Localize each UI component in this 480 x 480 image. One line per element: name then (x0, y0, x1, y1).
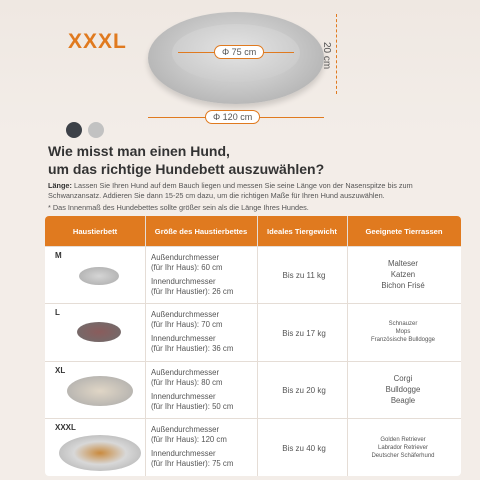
measure-heading (48, 142, 468, 178)
table-row (45, 303, 461, 361)
header-bed: Haustierbett (72, 226, 118, 236)
outer-label: Außendurchmesser (151, 425, 220, 434)
bed-thumbnail-l (77, 322, 121, 342)
size-table (45, 216, 461, 476)
row-weight: Bis zu 20 kg (282, 386, 326, 395)
outer-label: Außendurchmesser (151, 310, 220, 319)
bed-thumbnail-xl (67, 376, 133, 406)
row-size-label: L (55, 308, 60, 317)
height-line (336, 14, 337, 94)
column-divider (145, 216, 146, 476)
heading-line-2: um das richtige Hundebett auszuwählen? (48, 161, 325, 177)
row-size-label: XL (55, 366, 66, 375)
table-row (45, 418, 461, 476)
breed-item: Golden Retriever (380, 437, 426, 443)
size-title: XXXL (68, 30, 127, 53)
row-breeds (345, 436, 461, 460)
row-dimensions (151, 368, 233, 411)
breed-item: Mops (395, 329, 411, 335)
row-dimensions (151, 253, 233, 296)
inner-label: Innendurchmesser (151, 334, 216, 343)
outer-diameter-label: Φ 120 cm (205, 110, 260, 124)
row-size-label: M (55, 251, 62, 260)
hero-section (0, 0, 480, 135)
row-dimensions (151, 425, 233, 468)
inner-value: (für Ihr Haustier): 75 cm (151, 458, 234, 468)
breed-item: Katzen (390, 270, 416, 279)
table-row (45, 246, 461, 303)
inner-size-note: * Das Innenmaß des Hundebettes sollte größer sein als die Länge Ihres Hundes. (48, 203, 309, 212)
outer-label: Außendurchmesser (151, 253, 220, 262)
inner-value: (für Ihr Haustier): 36 cm (151, 343, 234, 353)
inner-diameter-label: Φ 75 cm (214, 45, 264, 59)
color-swatch-light[interactable] (88, 122, 104, 138)
row-breeds (345, 320, 461, 344)
outer-value: (für Ihr Haus): 120 cm (151, 434, 227, 444)
table-header (45, 216, 461, 246)
outer-value: (für Ihr Haus): 80 cm (151, 377, 223, 387)
breed-item: Malteser (388, 259, 418, 268)
inner-value: (für Ihr Haustier): 50 cm (151, 401, 234, 411)
column-divider (347, 216, 348, 476)
table-row (45, 361, 461, 418)
heading-line-1: Wie misst man einen Hund, (48, 143, 230, 159)
column-divider (257, 216, 258, 476)
color-swatch-dark[interactable] (66, 122, 82, 138)
bed-thumbnail-m (79, 267, 119, 285)
outer-value: (für Ihr Haus): 70 cm (151, 319, 223, 329)
breed-item: Schnauzer (388, 321, 418, 327)
row-dimensions (151, 310, 233, 353)
bed-thumbnail-xxxl (59, 435, 141, 471)
breed-item: Deutscher Schäferhund (371, 453, 435, 459)
breed-item: Bulldogge (385, 385, 421, 394)
row-weight: Bis zu 17 kg (282, 329, 326, 338)
length-description (48, 181, 448, 200)
inner-label: Innendurchmesser (151, 392, 216, 401)
breed-item: Corgi (393, 374, 413, 383)
row-weight: Bis zu 11 kg (282, 271, 326, 280)
header-breeds: Geeignete Tierrassen (365, 226, 443, 236)
height-label: 20 cm (321, 42, 332, 70)
breed-item: Bichon Frisé (381, 281, 425, 290)
inner-label: Innendurchmesser (151, 277, 216, 286)
row-weight: Bis zu 40 kg (282, 444, 326, 453)
length-label: Länge: (48, 181, 72, 190)
row-size-label: XXXL (55, 423, 76, 432)
breed-item: Labrador Retriever (377, 445, 429, 451)
outer-label: Außendurchmesser (151, 368, 220, 377)
breed-item: Beagle (390, 396, 416, 405)
breed-item: Französische Bulldogge (370, 337, 436, 343)
inner-value: (für Ihr Haustier): 26 cm (151, 286, 234, 296)
outer-value: (für Ihr Haus): 60 cm (151, 262, 223, 272)
row-breeds (345, 373, 461, 406)
length-text: Lassen Sie Ihren Hund auf dem Bauch liegen und messen Sie seine Länge von der Nasenspitze bis zum Schwanzansatz. Addieren Sie dann 15-25 cm dazu, um die richtigen Maße für Ihren Hund auszuwählen. (48, 181, 413, 200)
header-weight: Ideales Tiergewicht (267, 226, 337, 236)
row-breeds (345, 258, 461, 291)
inner-label: Innendurchmesser (151, 449, 216, 458)
header-size: Größe des Haustierbettes (154, 226, 248, 236)
